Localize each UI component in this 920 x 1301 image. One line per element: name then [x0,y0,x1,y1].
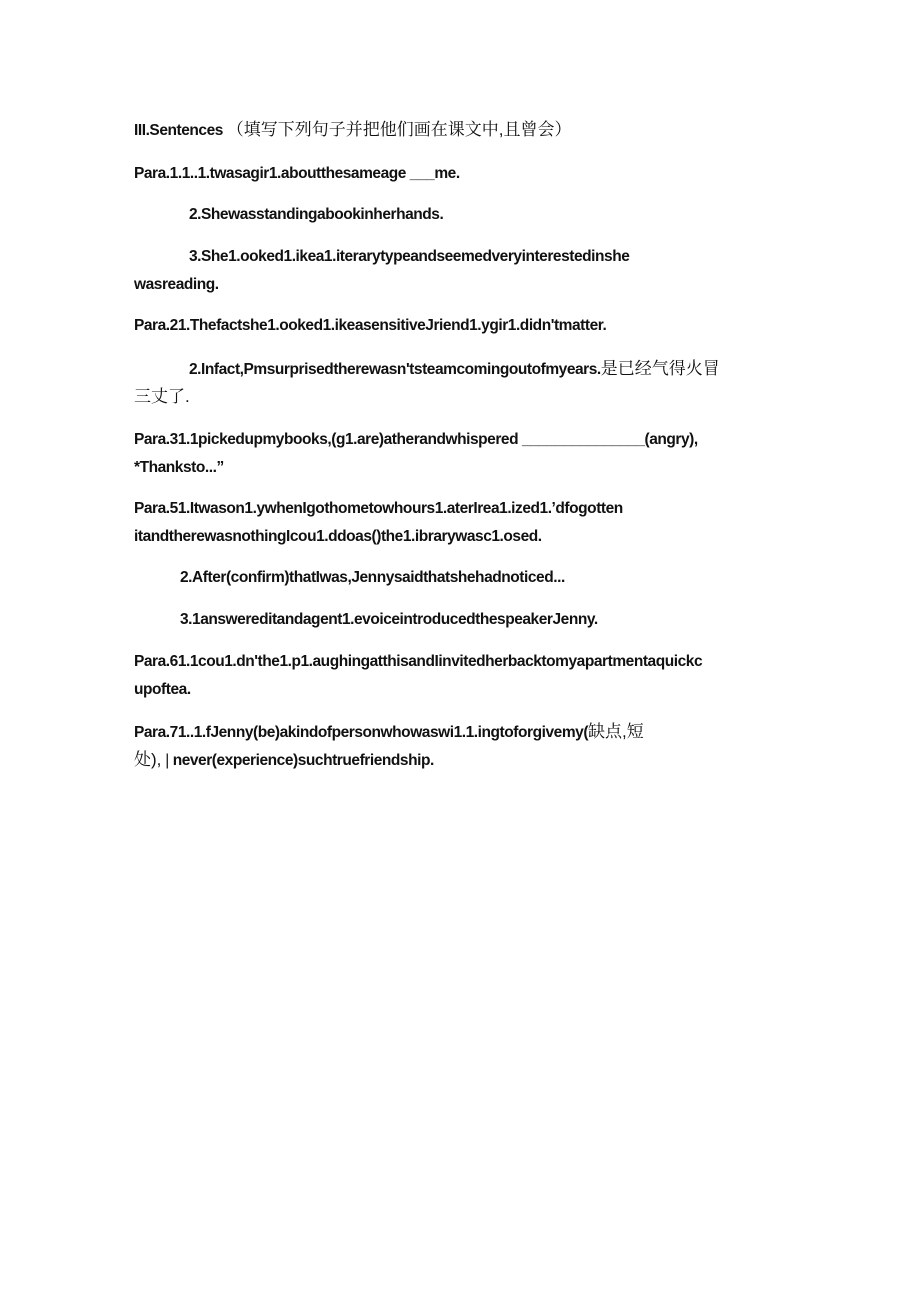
sentence-line-para6-1-cont: upoftea. [134,681,191,698]
sentence-line-para7-1-cont [134,746,434,775]
sentence-line-para1-2: 2.Shewasstandingabookinherhands. [189,206,444,223]
sentence-text: never(experience)suchtruefriendship. [172,752,434,769]
sentence-line-para1-1: Para.1.1..1.twasagir1.aboutthesameage ___me. [134,165,460,182]
sentence-line-para5-1-cont: itandtherewasnothingIcou1.ddoas()the1.ibrarywasc1.osed. [134,528,542,545]
sentence-text: 2.Infact,Pmsurprisedtherewasn'tsteamcomingoutofmyears. [189,361,601,378]
sentence-cjk-text: 缺点,短 [588,722,644,741]
sentence-cjk-text: 处), [134,750,162,769]
sentence-line-para1-3-cont: wasreading. [134,276,219,293]
sentence-line-para2-1: Para.21.Thefactshe1.ooked1.ikeasensitiveJriend1.ygir1.didn'tmatter. [134,317,607,334]
sentence-bar: | [165,752,169,769]
sentence-line-para1-3: 3.She1.ooked1.ikea1.iterarytypeandseemedveryinterestedinshe [189,248,630,265]
sentence-line-para3-1-cont: *Thanksto...” [134,459,224,476]
section-heading [134,116,572,145]
section-instruction: （填写下列句子并把他们画在课文中,且曾会） [226,120,572,139]
sentence-line-para5-3: 3.1answereditandagent1.evoiceintroducedthespeakerJenny. [180,611,598,628]
sentence-line-para3-1: Para.31.1pickedupmybooks,(g1.are)atherandwhispered _______________(angry), [134,431,698,448]
sentence-line-para2-2-cont: 三丈了. [134,387,190,406]
section-label: III.Sentences [134,122,223,139]
sentence-line-para5-2: 2.After(confirm)thatIwas,Jennysaidthatshehadnoticed... [180,569,565,586]
sentence-line-para6-1: Para.61.1cou1.dn'the1.p1.aughingatthisandIinvitedherbacktomyapartmentaquickc [134,653,703,670]
sentence-line-para2-2 [189,355,720,384]
sentence-line-para5-1: Para.51.Itwason1.ywhenIgothometowhours1.aterIrea1.ized1.’dfogotten [134,500,623,517]
sentence-line-para7-1 [134,718,644,747]
sentence-text: Para.71..1.fJenny(be)akindofpersonwhowaswi1.1.ingtoforgivemy( [134,724,589,741]
sentence-cjk-text: 是已经气得火冒 [600,359,720,378]
